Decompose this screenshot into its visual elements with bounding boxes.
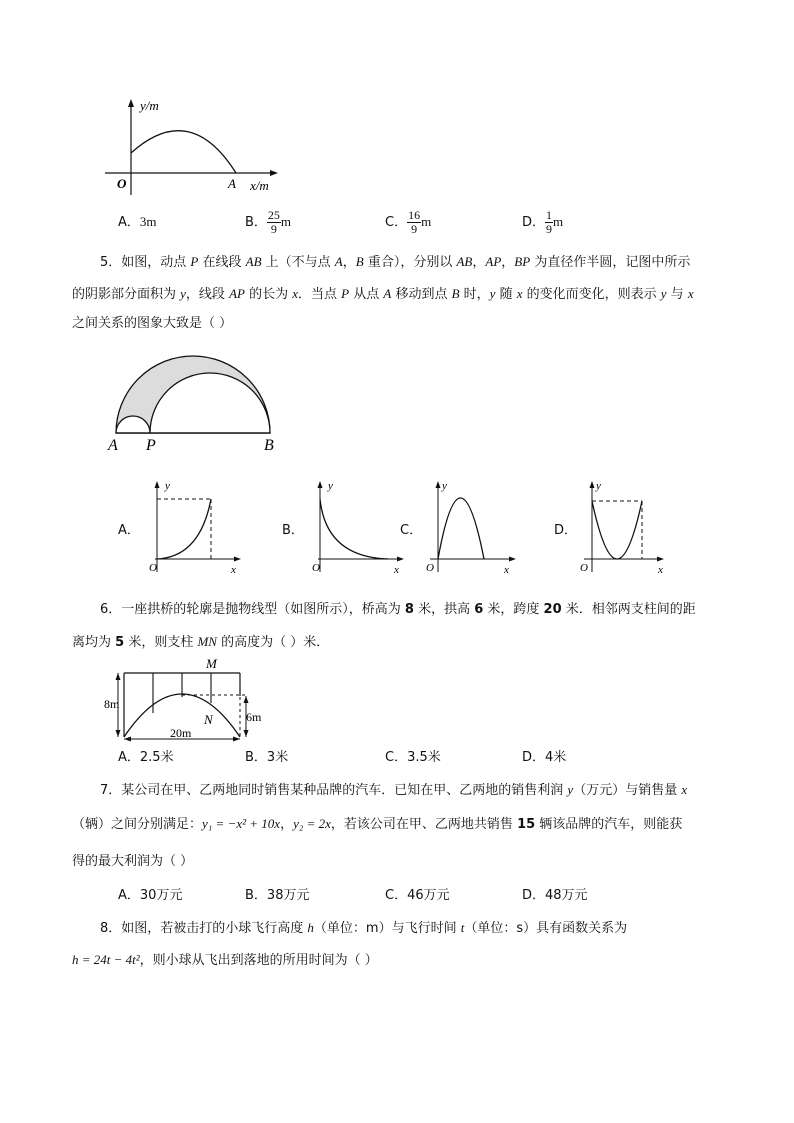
x-label: x bbox=[231, 564, 236, 576]
y-label: y bbox=[442, 480, 447, 492]
q5-option-d-graph bbox=[580, 477, 675, 577]
curve bbox=[592, 501, 642, 559]
q5-line-1: 5．如图，动点 P 在线段 AB 上（不与点 A，B 重合），分别以 AB，AP，BP 为直径作半圆，记图中所示 bbox=[100, 254, 691, 270]
x-label: x bbox=[394, 564, 399, 576]
curve bbox=[157, 499, 211, 559]
curve bbox=[438, 498, 484, 559]
q4-option-b: B． $\frac{25}{9}$ m bbox=[245, 208, 292, 236]
y-axis-label: y/m bbox=[140, 98, 159, 113]
x-label: x bbox=[504, 564, 509, 576]
label-m: M bbox=[206, 656, 217, 671]
curve bbox=[320, 499, 388, 559]
q6-line-2: 离均为 5 米，则支柱 MN 的高度为（ ）米． bbox=[72, 634, 330, 650]
q8-line-1: 8．如图，若被击打的小球飞行高度 h（单位：m）与飞行时间 t（单位：s）具有函数关系为 bbox=[100, 920, 628, 936]
x-label: x bbox=[658, 564, 663, 576]
q8-line-2: h = 24t − 4t²，则小球从飞出到落地的所用时间为（ ） bbox=[72, 952, 378, 968]
y-label: y bbox=[596, 480, 601, 492]
parabola-curve bbox=[131, 131, 236, 173]
q5-line-2: 的阴影部分面积为 y，线段 AP 的长为 x．当点 P 从点 A 移动到点 B 时，y 随 x 的变化而变化，则表示 y 与 x bbox=[72, 286, 694, 302]
origin-label: O bbox=[117, 176, 127, 191]
q5-option-a-letter: A． bbox=[118, 523, 140, 538]
label-6m: 6m bbox=[246, 710, 262, 724]
q6-option-c: C．3.5米 bbox=[385, 750, 441, 765]
q5-semicircle-figure bbox=[100, 350, 290, 455]
q4-graph bbox=[100, 95, 290, 200]
q4-option-c: C． $\frac{16}{9}$ m bbox=[385, 208, 432, 236]
q7-line-3: 得的最大利润为（ ） bbox=[72, 854, 194, 869]
label-a: A bbox=[108, 437, 118, 454]
q5-option-b-graph bbox=[308, 477, 413, 577]
label-20m: 20m bbox=[170, 726, 192, 740]
q6-line-1: 6．一座拱桥的轮廓是抛物线型（如图所示），桥高为 8 米，拱高 6 米，跨度 20 米．相邻两支柱间的距 bbox=[100, 602, 696, 617]
q4-option-a: A．3m bbox=[118, 214, 157, 230]
q7-line-1: 7．某公司在甲、乙两地同时销售某种品牌的汽车．已知在甲、乙两地的销售利润 y（万元）与销售量 x bbox=[100, 782, 688, 798]
q5-line-3: 之间关系的图象大致是（ ） bbox=[72, 316, 233, 331]
q5-option-a-graph bbox=[145, 477, 250, 577]
q5-option-c-letter: C． bbox=[400, 523, 423, 538]
q7-line-2: （辆）之间分别满足：y₁ = −x² + 10x，y₂ = 2x，若该公司在甲、乙两地共销售 15 辆该品牌的汽车，则能获 bbox=[72, 816, 683, 832]
origin-label: O bbox=[580, 562, 588, 574]
q7-option-d: D．48万元 bbox=[522, 888, 588, 903]
q7-option-c: C．46万元 bbox=[385, 888, 450, 903]
q5-option-d-letter: D． bbox=[554, 523, 578, 538]
origin-label: O bbox=[149, 562, 157, 574]
label-n: N bbox=[204, 712, 213, 727]
point-a-label: A bbox=[228, 176, 236, 191]
q5-option-c-graph bbox=[426, 477, 531, 577]
label-p: P bbox=[146, 437, 156, 454]
origin-label: O bbox=[312, 562, 320, 574]
q7-option-a: A．30万元 bbox=[118, 888, 183, 903]
q6-option-d: D．4米 bbox=[522, 750, 567, 765]
q4-option-d: D． $\frac{1}{9}$ m bbox=[522, 208, 564, 236]
y-label: y bbox=[328, 480, 333, 492]
q6-option-a: A．2.5米 bbox=[118, 750, 174, 765]
x-axis-label: x/m bbox=[250, 178, 269, 193]
y-label: y bbox=[165, 480, 170, 492]
origin-label: O bbox=[426, 562, 434, 574]
q7-option-b: B．38万元 bbox=[245, 888, 310, 903]
q6-bridge-figure bbox=[100, 655, 270, 745]
label-b: B bbox=[264, 437, 274, 454]
q5-option-b-letter: B． bbox=[282, 523, 304, 538]
label-8m: 8m bbox=[104, 697, 120, 711]
q6-option-b: B．3米 bbox=[245, 750, 289, 765]
